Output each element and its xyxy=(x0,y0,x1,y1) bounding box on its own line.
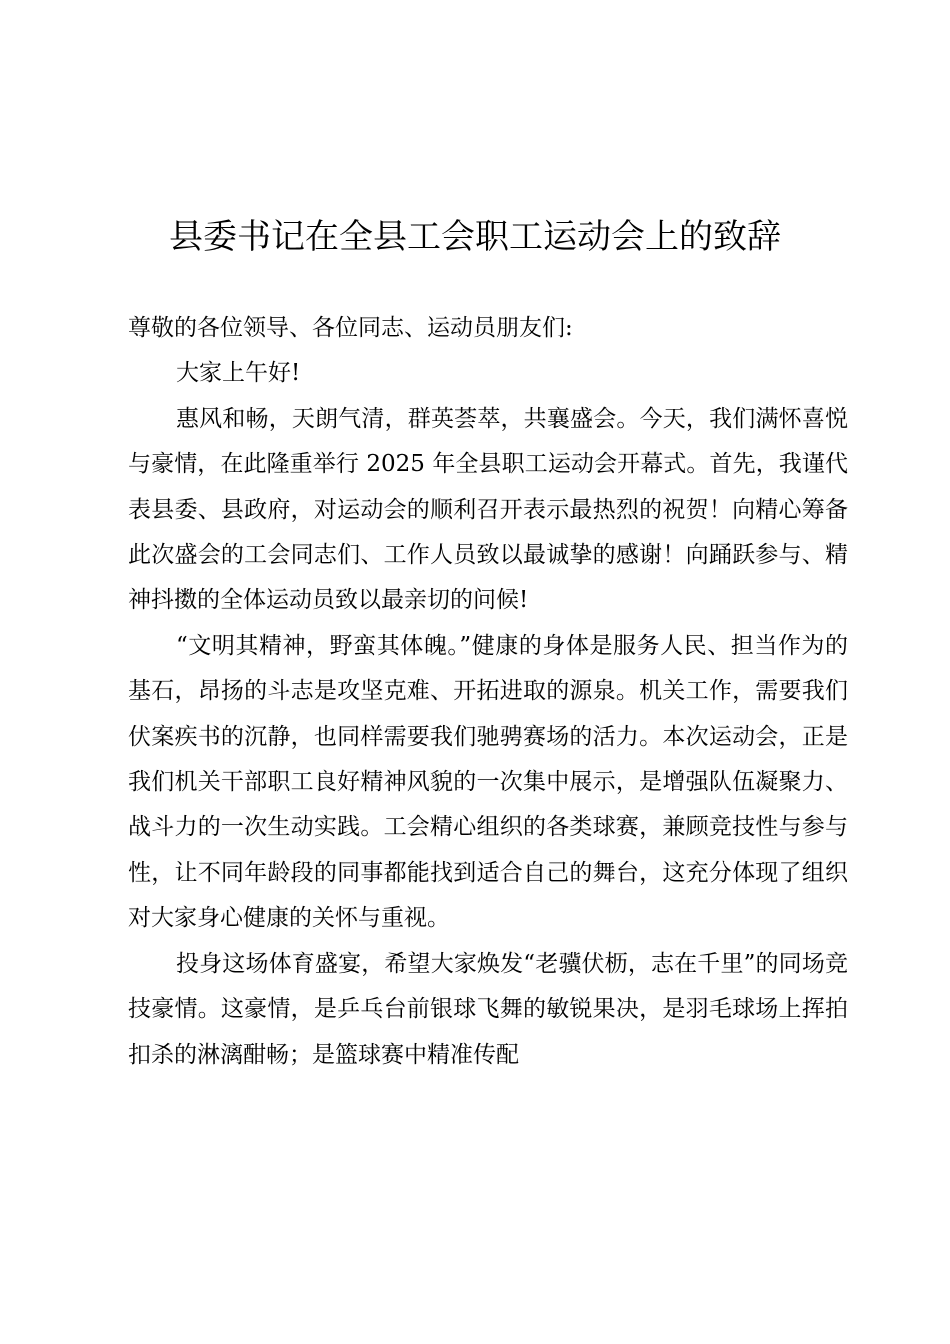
document-body xyxy=(128,306,848,1078)
salutation: 尊敬的各位领导、各位同志、运动员朋友们: xyxy=(128,315,573,341)
paragraph-opening: 惠风和畅，天朗气清，群英荟萃，共襄盛会。今天，我们满怀喜悦与豪情，在此隆重举行 2025 年全县职工运动会开幕式。首先，我谨代表县委、县政府，对运动会的顺利召开表示最热烈的祝贺！向精心筹备此次盛会的工会同志们、工作人员致以最诚挚的感谢！向踊跃参与、精神抖擞的全体运动员致以最亲切的问候! xyxy=(128,405,848,614)
paragraph-spirit: “文明其精神，野蛮其体魄。”健康的身体是服务人民、担当作为的基石，昂扬的斗志是攻坚克难、开拓进取的源泉。机关工作，需要我们伏案疾书的沉静，也同样需要我们驰骋赛场的活力。本次运动会，正是我们机关干部职工良好精神风貌的一次集中展示，是增强队伍凝聚力、战斗力的一次生动实践。工会精心组织的各类球赛，兼顾竞技性与参与性，让不同年龄段的同事都能找到适合自己的舞台，这充分体现了组织对大家身心健康的关怀与重视。 xyxy=(128,632,848,932)
document-title: 县委书记在全县工会职工运动会上的致辞 xyxy=(169,217,781,257)
paragraph-hope: 投身这场体育盛宴，希望大家焕发“老骥伏枥，志在千里”的同场竞技豪情。这豪情，是乒乓台前银球飞舞的敏锐果决，是羽毛球场上挥拍扣杀的淋漓酣畅；是篮球赛中精准传配 xyxy=(128,950,848,1068)
paragraph-greeting: 大家上午好! xyxy=(176,360,301,387)
